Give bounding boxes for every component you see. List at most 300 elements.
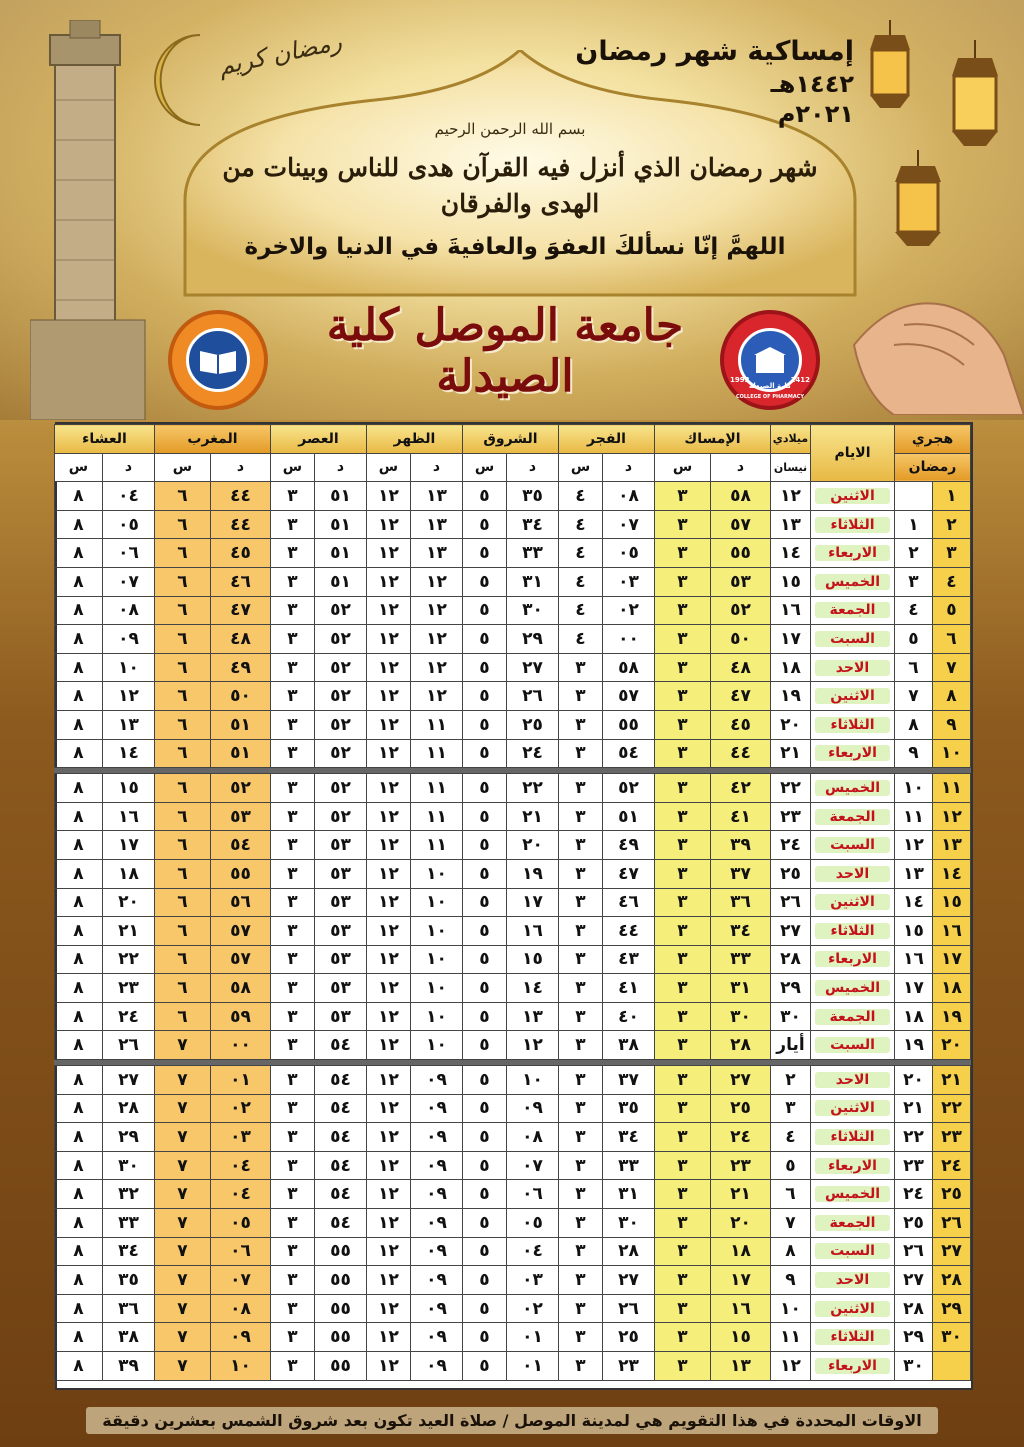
fajr-minute-cell: ٤٤ <box>602 917 654 946</box>
imsak-minute-cell: ٣٧ <box>711 859 771 888</box>
isha-hour-cell: ٨ <box>54 482 102 511</box>
dhuhr-hour-cell: ١٢ <box>366 802 410 831</box>
fajr-hour-cell: ٤ <box>558 625 602 654</box>
asr-hour-cell: ٣ <box>270 482 314 511</box>
asr-hour-cell: ٣ <box>270 888 314 917</box>
weekday-cell <box>811 1237 895 1266</box>
table-row <box>54 917 970 946</box>
maghrib-hour-cell: ٦ <box>154 917 210 946</box>
hijri-day-cell: ١٣ <box>933 831 971 860</box>
weekday-cell <box>811 831 895 860</box>
isha-hour-cell: ٨ <box>54 539 102 568</box>
table-row <box>54 1209 970 1238</box>
fajr-minute-cell: ٣٥ <box>602 1094 654 1123</box>
maghrib-hour-cell: ٦ <box>154 859 210 888</box>
dhuhr-hour-cell: ١٢ <box>366 625 410 654</box>
shuruq-minute-cell: ٣٤ <box>506 510 558 539</box>
fajr-hour-cell: ٣ <box>558 710 602 739</box>
table-row <box>54 682 970 711</box>
weekday-cell <box>811 1323 895 1352</box>
maghrib-hour-cell: ٦ <box>154 774 210 803</box>
imsak-minute-cell: ٥٣ <box>711 567 771 596</box>
imsak-hour-cell: ٣ <box>654 682 710 711</box>
isha-minute-cell: ٢٠ <box>102 888 154 917</box>
asr-hour-cell: ٣ <box>270 1352 314 1381</box>
maghrib-minute-cell: ٥٧ <box>210 917 270 946</box>
weekday-label: الاربعاء <box>815 545 890 561</box>
table-row <box>54 1294 970 1323</box>
isha-minute-cell: ٠٥ <box>102 510 154 539</box>
shuruq-hour-cell: ٥ <box>462 888 506 917</box>
fajr-minute-cell: ٣٣ <box>602 1151 654 1180</box>
fajr-hour-cell: ٣ <box>558 802 602 831</box>
weekday-cell <box>811 1209 895 1238</box>
maghrib-hour-cell: ٦ <box>154 510 210 539</box>
asr-hour-cell: ٣ <box>270 710 314 739</box>
asr-minute-cell: ٥٣ <box>314 1002 366 1031</box>
asr-minute-cell: ٥٣ <box>314 888 366 917</box>
asr-hour-cell: ٣ <box>270 567 314 596</box>
maghrib-minute-cell: ٤٨ <box>210 625 270 654</box>
gregorian-day-cell: ٢ <box>771 1066 811 1095</box>
shuruq-minute-cell: ٢١ <box>506 802 558 831</box>
isha-minute-cell: ٢٦ <box>102 1031 154 1060</box>
fajr-minute-cell: ٤٧ <box>602 859 654 888</box>
ramadan-day-cell: ٢٦ <box>895 1237 933 1266</box>
fajr-minute-cell: ٤١ <box>602 974 654 1003</box>
gregorian-day-cell: ١٣ <box>771 510 811 539</box>
footer-note: الاوقات المحددة في هذا التقويم هي لمدينة الموصل / صلاة العيد تكون بعد شروق الشمس بعشرين دقيقة <box>86 1407 937 1434</box>
asr-hour-cell: ٣ <box>270 653 314 682</box>
asr-minute-cell: ٥٤ <box>314 1209 366 1238</box>
hijri-day-cell: ٣٠ <box>933 1323 971 1352</box>
hijri-day-cell: ٩ <box>933 710 971 739</box>
maghrib-hour-cell: ٦ <box>154 974 210 1003</box>
dhuhr-hour-cell: ١٢ <box>366 539 410 568</box>
isha-hour-cell: ٨ <box>54 710 102 739</box>
hijri-day-cell: ١٧ <box>933 945 971 974</box>
maghrib-hour-cell: ٦ <box>154 482 210 511</box>
maghrib-minute-cell: ٥٧ <box>210 945 270 974</box>
asr-minute-cell: ٥٢ <box>314 625 366 654</box>
shuruq-hour-cell: ٥ <box>462 1209 506 1238</box>
isha-hour-cell: ٨ <box>54 888 102 917</box>
fajr-hour-cell: ٣ <box>558 917 602 946</box>
dhuhr-hour-cell: ١٢ <box>366 1237 410 1266</box>
dhuhr-minute-cell: ١٠ <box>410 1002 462 1031</box>
fajr-hour-cell: ٣ <box>558 974 602 1003</box>
shuruq-minute-cell: ٣٠ <box>506 596 558 625</box>
weekday-cell <box>811 917 895 946</box>
table-row <box>54 802 970 831</box>
imsak-hour-cell: ٣ <box>654 739 710 768</box>
dhuhr-hour-cell: ١٢ <box>366 945 410 974</box>
asr-minute-cell: ٥٢ <box>314 739 366 768</box>
dhuhr-minute-cell: ١١ <box>410 802 462 831</box>
header-isha: العشاء <box>54 425 154 454</box>
asr-minute-cell: ٥٥ <box>314 1237 366 1266</box>
imsak-minute-cell: ٥٨ <box>711 482 771 511</box>
maghrib-hour-cell: ٦ <box>154 653 210 682</box>
year-hijri: ١٤٤٢هـ <box>770 70 854 98</box>
imsak-hour-cell: ٣ <box>654 596 710 625</box>
weekday-label: الخميس <box>815 780 890 796</box>
maghrib-hour-cell: ٦ <box>154 739 210 768</box>
imsak-minute-cell: ٥٠ <box>711 625 771 654</box>
isha-minute-cell: ١٨ <box>102 859 154 888</box>
asr-minute-cell: ٥٤ <box>314 1094 366 1123</box>
isha-hour-cell: ٨ <box>54 1294 102 1323</box>
ramadan-day-cell: ١١ <box>895 802 933 831</box>
dhuhr-minute-cell: ١٠ <box>410 859 462 888</box>
asr-minute-cell: ٥٥ <box>314 1323 366 1352</box>
shuruq-hour-cell: ٥ <box>462 774 506 803</box>
header-asr-min: د <box>314 453 366 482</box>
asr-minute-cell: ٥٢ <box>314 802 366 831</box>
hijri-day-cell: ١٨ <box>933 974 971 1003</box>
table-row <box>54 1151 970 1180</box>
asr-hour-cell: ٣ <box>270 596 314 625</box>
isha-minute-cell: ٠٨ <box>102 596 154 625</box>
maghrib-minute-cell: ٠٤ <box>210 1180 270 1209</box>
isha-hour-cell: ٨ <box>54 859 102 888</box>
weekday-cell <box>811 596 895 625</box>
footer <box>0 1394 1024 1447</box>
ramadan-day-cell: ١٧ <box>895 974 933 1003</box>
shuruq-hour-cell: ٥ <box>462 974 506 1003</box>
gregorian-day-cell: أيار <box>771 1031 811 1060</box>
weekday-label: الجمعة <box>815 1009 890 1025</box>
ramadan-day-cell: ٢١ <box>895 1094 933 1123</box>
asr-minute-cell: ٥٢ <box>314 774 366 803</box>
weekday-cell <box>811 1151 895 1180</box>
isha-hour-cell: ٨ <box>54 1209 102 1238</box>
maghrib-minute-cell: ٤٤ <box>210 482 270 511</box>
isha-minute-cell: ٢٨ <box>102 1094 154 1123</box>
isha-minute-cell: ٣٥ <box>102 1266 154 1295</box>
fajr-hour-cell: ٣ <box>558 1151 602 1180</box>
asr-hour-cell: ٣ <box>270 1323 314 1352</box>
asr-hour-cell: ٣ <box>270 917 314 946</box>
imsak-hour-cell: ٣ <box>654 859 710 888</box>
shuruq-minute-cell: ٢٦ <box>506 682 558 711</box>
imsak-hour-cell: ٣ <box>654 1151 710 1180</box>
weekday-label: السبت <box>815 1037 890 1053</box>
imsak-hour-cell: ٣ <box>654 831 710 860</box>
table-row <box>54 567 970 596</box>
weekday-cell <box>811 482 895 511</box>
imsak-minute-cell: ٢٨ <box>711 1031 771 1060</box>
weekday-label: الثلاثاء <box>815 1129 890 1145</box>
isha-hour-cell: ٨ <box>54 1180 102 1209</box>
shuruq-minute-cell: ٠٧ <box>506 1151 558 1180</box>
header-shuruq-hour: س <box>462 453 506 482</box>
dhuhr-minute-cell: ١٠ <box>410 888 462 917</box>
dhuhr-minute-cell: ٠٩ <box>410 1066 462 1095</box>
shuruq-hour-cell: ٥ <box>462 1323 506 1352</box>
fajr-hour-cell: ٣ <box>558 1031 602 1060</box>
maghrib-minute-cell: ٥٦ <box>210 888 270 917</box>
shuruq-hour-cell: ٥ <box>462 1123 506 1152</box>
hijri-day-cell: ٢ <box>933 510 971 539</box>
shuruq-minute-cell: ٢٢ <box>506 774 558 803</box>
hijri-day-cell: ٢٩ <box>933 1294 971 1323</box>
dhuhr-hour-cell: ١٢ <box>366 831 410 860</box>
maghrib-hour-cell: ٧ <box>154 1237 210 1266</box>
fajr-minute-cell: ٢٨ <box>602 1237 654 1266</box>
weekday-label: الاثنين <box>815 688 890 704</box>
dhuhr-hour-cell: ١٢ <box>366 682 410 711</box>
dhuhr-minute-cell: ١١ <box>410 774 462 803</box>
dhuhr-minute-cell: ٠٩ <box>410 1352 462 1381</box>
isha-minute-cell: ٣٤ <box>102 1237 154 1266</box>
dhuhr-hour-cell: ١٢ <box>366 917 410 946</box>
shuruq-hour-cell: ٥ <box>462 1002 506 1031</box>
fajr-minute-cell: ٥٤ <box>602 739 654 768</box>
isha-hour-cell: ٨ <box>54 625 102 654</box>
book-icon <box>186 328 250 392</box>
isha-hour-cell: ٨ <box>54 1323 102 1352</box>
shuruq-hour-cell: ٥ <box>462 1352 506 1381</box>
dhuhr-minute-cell: ١٢ <box>410 567 462 596</box>
table-row <box>54 710 970 739</box>
imsak-hour-cell: ٣ <box>654 945 710 974</box>
asr-minute-cell: ٥٣ <box>314 974 366 1003</box>
dhuhr-minute-cell: ٠٩ <box>410 1266 462 1295</box>
maghrib-minute-cell: ٥٣ <box>210 802 270 831</box>
header-dhuhr-hour: س <box>366 453 410 482</box>
dhuhr-minute-cell: ١١ <box>410 739 462 768</box>
dhuhr-hour-cell: ١٢ <box>366 1266 410 1295</box>
shuruq-hour-cell: ٥ <box>462 625 506 654</box>
ramadan-day-cell: ١٩ <box>895 1031 933 1060</box>
isha-minute-cell: ٠٧ <box>102 567 154 596</box>
maghrib-minute-cell: ٠٧ <box>210 1266 270 1295</box>
dhuhr-minute-cell: ٠٩ <box>410 1151 462 1180</box>
imsak-minute-cell: ٥٥ <box>711 539 771 568</box>
header-maghrib-min: د <box>210 453 270 482</box>
weekday-cell <box>811 1066 895 1095</box>
lantern-icon <box>885 150 951 250</box>
imsak-minute-cell: ٢١ <box>711 1180 771 1209</box>
maghrib-hour-cell: ٧ <box>154 1151 210 1180</box>
shuruq-minute-cell: ١٥ <box>506 945 558 974</box>
weekday-cell <box>811 859 895 888</box>
maghrib-minute-cell: ٠٤ <box>210 1151 270 1180</box>
asr-hour-cell: ٣ <box>270 1266 314 1295</box>
fajr-minute-cell: ٢٥ <box>602 1323 654 1352</box>
weekday-cell <box>811 1094 895 1123</box>
fajr-hour-cell: ٣ <box>558 739 602 768</box>
weekday-cell <box>811 539 895 568</box>
weekday-label: الاثنين <box>815 488 890 504</box>
isha-minute-cell: ٣٩ <box>102 1352 154 1381</box>
dhuhr-minute-cell: ١٠ <box>410 945 462 974</box>
dhuhr-minute-cell: ١٢ <box>410 653 462 682</box>
ramadan-day-cell: ٣٠ <box>895 1352 933 1381</box>
ramadan-day-cell: ٩ <box>895 739 933 768</box>
isha-minute-cell: ٢٤ <box>102 1002 154 1031</box>
imsak-minute-cell: ٤١ <box>711 802 771 831</box>
asr-minute-cell: ٥٢ <box>314 682 366 711</box>
ramadan-day-cell: ٥ <box>895 625 933 654</box>
gregorian-day-cell: ٢٠ <box>771 710 811 739</box>
fajr-minute-cell: ٢٧ <box>602 1266 654 1295</box>
hijri-day-cell: ٢١ <box>933 1066 971 1095</box>
maghrib-hour-cell: ٧ <box>154 1209 210 1238</box>
table-row <box>54 1002 970 1031</box>
ramadan-day-cell: ١ <box>895 510 933 539</box>
shuruq-hour-cell: ٥ <box>462 710 506 739</box>
weekday-cell <box>811 653 895 682</box>
basmala: بسم الله الرحمن الرحيم <box>434 120 586 138</box>
shuruq-minute-cell: ٠١ <box>506 1323 558 1352</box>
weekday-label: الاربعاء <box>815 745 890 761</box>
fajr-hour-cell: ٣ <box>558 774 602 803</box>
imsak-hour-cell: ٣ <box>654 1237 710 1266</box>
shuruq-hour-cell: ٥ <box>462 510 506 539</box>
isha-hour-cell: ٨ <box>54 596 102 625</box>
imsak-minute-cell: ٥٢ <box>711 596 771 625</box>
asr-minute-cell: ٥١ <box>314 482 366 511</box>
maghrib-hour-cell: ٦ <box>154 596 210 625</box>
fajr-hour-cell: ٣ <box>558 1323 602 1352</box>
shuruq-minute-cell: ٠٥ <box>506 1209 558 1238</box>
gregorian-day-cell: ١٩ <box>771 682 811 711</box>
year-gregorian: ٢٠٢١م <box>777 100 854 128</box>
shuruq-minute-cell: ١٩ <box>506 859 558 888</box>
maghrib-minute-cell: ٤٤ <box>210 510 270 539</box>
imsak-hour-cell: ٣ <box>654 1123 710 1152</box>
header-shuruq: الشروق <box>462 425 558 454</box>
shuruq-hour-cell: ٥ <box>462 802 506 831</box>
isha-minute-cell: ٢٢ <box>102 945 154 974</box>
maghrib-hour-cell: ٧ <box>154 1094 210 1123</box>
table-row <box>54 1266 970 1295</box>
asr-minute-cell: ٥٣ <box>314 917 366 946</box>
isha-minute-cell: ٢٣ <box>102 974 154 1003</box>
hijri-day-cell: ٢٢ <box>933 1094 971 1123</box>
gregorian-day-cell: ٢٦ <box>771 888 811 917</box>
maghrib-hour-cell: ٦ <box>154 682 210 711</box>
table-row <box>54 945 970 974</box>
hijri-day-cell: ٦ <box>933 625 971 654</box>
asr-minute-cell: ٥٥ <box>314 1266 366 1295</box>
imsak-minute-cell: ٣١ <box>711 974 771 1003</box>
asr-minute-cell: ٥٣ <box>314 859 366 888</box>
asr-hour-cell: ٣ <box>270 510 314 539</box>
header-imsak: الإمساك <box>654 425 770 454</box>
imsak-hour-cell: ٣ <box>654 802 710 831</box>
dhuhr-minute-cell: ٠٩ <box>410 1180 462 1209</box>
hijri-day-cell: ٢٠ <box>933 1031 971 1060</box>
asr-minute-cell: ٥٥ <box>314 1294 366 1323</box>
imsak-hour-cell: ٣ <box>654 1031 710 1060</box>
fajr-minute-cell: ٣٧ <box>602 1066 654 1095</box>
isha-hour-cell: ٨ <box>54 945 102 974</box>
weekday-label: الثلاثاء <box>815 717 890 733</box>
isha-minute-cell: ٣٨ <box>102 1323 154 1352</box>
fajr-minute-cell: ٠٠ <box>602 625 654 654</box>
table-row <box>54 482 970 511</box>
dhuhr-hour-cell: ١٢ <box>366 710 410 739</box>
fajr-hour-cell: ٤ <box>558 510 602 539</box>
imsak-hour-cell: ٣ <box>654 539 710 568</box>
shuruq-hour-cell: ٥ <box>462 1294 506 1323</box>
maghrib-minute-cell: ٥٠ <box>210 682 270 711</box>
seal-year-left: 1992 <box>730 376 750 384</box>
ramadan-day-cell: ٤ <box>895 596 933 625</box>
shuruq-minute-cell: ٠٨ <box>506 1123 558 1152</box>
gregorian-day-cell: ٣٠ <box>771 1002 811 1031</box>
shuruq-minute-cell: ١٤ <box>506 974 558 1003</box>
weekday-label: الاربعاء <box>815 1158 890 1174</box>
imsak-minute-cell: ٢٤ <box>711 1123 771 1152</box>
isha-minute-cell: ١٦ <box>102 802 154 831</box>
ramadan-day-cell: ١٦ <box>895 945 933 974</box>
maghrib-minute-cell: ٠١ <box>210 1066 270 1095</box>
maghrib-minute-cell: ٥٢ <box>210 774 270 803</box>
weekday-cell <box>811 974 895 1003</box>
seal-year-right: 1412 <box>790 376 810 384</box>
lantern-icon <box>940 40 1010 150</box>
maghrib-minute-cell: ٠٦ <box>210 1237 270 1266</box>
shuruq-hour-cell: ٥ <box>462 1151 506 1180</box>
maghrib-minute-cell: ٥٤ <box>210 831 270 860</box>
fajr-minute-cell: ٠٨ <box>602 482 654 511</box>
maghrib-minute-cell: ٠٨ <box>210 1294 270 1323</box>
ramadan-day-cell: ٧ <box>895 682 933 711</box>
weekday-label: الثلاثاء <box>815 517 890 533</box>
dhuhr-hour-cell: ١٢ <box>366 1323 410 1352</box>
weekday-label: الاثنين <box>815 1100 890 1116</box>
hijri-day-cell: ٥ <box>933 596 971 625</box>
table-row <box>54 1352 970 1381</box>
isha-hour-cell: ٨ <box>54 1352 102 1381</box>
table-row <box>54 539 970 568</box>
dhuhr-hour-cell: ١٢ <box>366 482 410 511</box>
dhuhr-minute-cell: ٠٩ <box>410 1209 462 1238</box>
isha-minute-cell: ٢٩ <box>102 1123 154 1152</box>
imsak-hour-cell: ٣ <box>654 974 710 1003</box>
table-row <box>54 1094 970 1123</box>
table-row <box>54 510 970 539</box>
maghrib-minute-cell: ٤٥ <box>210 539 270 568</box>
imsak-minute-cell: ٣٣ <box>711 945 771 974</box>
weekday-cell <box>811 682 895 711</box>
isha-minute-cell: ٣٣ <box>102 1209 154 1238</box>
gregorian-day-cell: ١٨ <box>771 653 811 682</box>
hijri-day-cell: ٣ <box>933 539 971 568</box>
fajr-minute-cell: ٠٧ <box>602 510 654 539</box>
table-row <box>54 1323 970 1352</box>
isha-minute-cell: ١٥ <box>102 774 154 803</box>
ramadan-day-cell: ٢ <box>895 539 933 568</box>
dhuhr-hour-cell: ١٢ <box>366 510 410 539</box>
asr-hour-cell: ٣ <box>270 1123 314 1152</box>
table-row <box>54 888 970 917</box>
university-logo <box>168 310 268 410</box>
gregorian-day-cell: ٨ <box>771 1237 811 1266</box>
fajr-minute-cell: ٤٩ <box>602 831 654 860</box>
fajr-minute-cell: ٣٨ <box>602 1031 654 1060</box>
hijri-day-cell: ٢٦ <box>933 1209 971 1238</box>
maghrib-hour-cell: ٧ <box>154 1031 210 1060</box>
maghrib-hour-cell: ٧ <box>154 1066 210 1095</box>
ramadan-day-cell: ٨ <box>895 710 933 739</box>
shuruq-minute-cell: ٣٣ <box>506 539 558 568</box>
fajr-minute-cell: ٥٨ <box>602 653 654 682</box>
